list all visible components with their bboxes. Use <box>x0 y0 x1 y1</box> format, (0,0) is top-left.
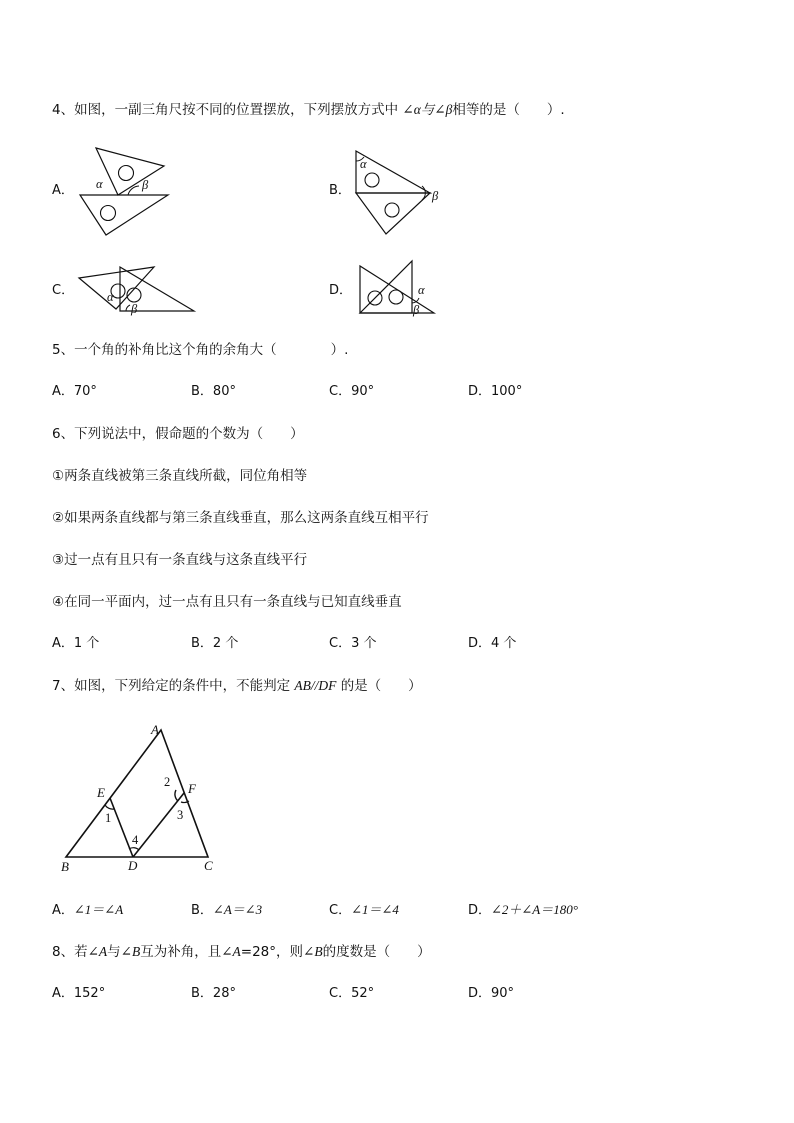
angle-1-label: 1 <box>105 811 112 825</box>
q5-option-a[interactable]: A．70° <box>52 384 97 399</box>
ruler-hole-upper <box>365 173 379 187</box>
q6-option-c[interactable]: C．3 个 <box>329 636 377 651</box>
q4-figure-c <box>76 264 201 316</box>
q8-stem: 8、若∠A与∠B互为补角，且∠A=28°，则∠B的度数是（ ） <box>52 944 431 960</box>
q4-option-a-label: A． <box>52 183 74 198</box>
q7-option-a[interactable]: A．∠1＝∠A <box>52 902 124 918</box>
beta-label: β <box>413 303 420 317</box>
q7-option-d[interactable]: D．∠2＋∠A＝180° <box>468 902 578 918</box>
q7-triangle-figure <box>58 718 223 878</box>
vertex-e-label: E <box>97 785 105 800</box>
q6-option-b[interactable]: B．2 个 <box>191 636 239 651</box>
alpha-label: α <box>360 157 367 171</box>
triangle-ruler-upper <box>96 148 164 195</box>
q6-statement-2: ②如果两条直线都与第三条直线垂直，那么这两条直线互相平行 <box>52 510 429 526</box>
vertex-a-label: A <box>151 722 159 737</box>
triangle-ruler-long <box>79 267 154 309</box>
angle-2-label: 2 <box>164 775 171 789</box>
beta-label: β <box>142 178 149 192</box>
alpha-label: α <box>107 290 114 304</box>
q6-statement-3: ③过一点有且只有一条直线与这条直线平行 <box>52 552 308 568</box>
angle-4-label: 4 <box>132 833 139 847</box>
q6-stem: 6、下列说法中，假命题的个数为（ ） <box>52 426 304 442</box>
triangle-ruler-inner <box>360 261 412 313</box>
vertex-c-label: C <box>204 858 213 873</box>
q5-stem: 5、一个角的补角比这个角的余角大（ ）. <box>52 342 349 358</box>
vertex-d-label: D <box>128 858 138 873</box>
triangle-ruler-lower <box>356 193 430 234</box>
q4-option-d-label: D． <box>329 283 353 298</box>
segment-df <box>133 793 184 857</box>
q8-option-c[interactable]: C．52° <box>329 986 375 1001</box>
q6-statement-4: ④在同一平面内，过一点有且只有一条直线与已知直线垂直 <box>52 594 402 610</box>
ruler-hole-lower <box>385 203 399 217</box>
q8-option-b[interactable]: B．28° <box>191 986 236 1001</box>
beta-label: β <box>432 189 439 203</box>
q4-option-c-label: C． <box>52 283 75 298</box>
q7-option-c[interactable]: C．∠1＝∠4 <box>329 902 399 918</box>
angle-3-label: 3 <box>177 808 184 822</box>
q8-option-d[interactable]: D．90° <box>468 986 515 1001</box>
angle-arc-beta <box>126 305 130 311</box>
q6-option-a[interactable]: A．1 个 <box>52 636 100 651</box>
q6-option-d[interactable]: D．4 个 <box>468 636 517 651</box>
q7-stem: 7、如图，下列给定的条件中，不能判定 AB//DF 的是（ ） <box>52 678 422 694</box>
q4-figure-a <box>76 145 176 240</box>
q5-option-b[interactable]: B．80° <box>191 384 236 399</box>
ruler-hole-upper <box>119 166 134 181</box>
beta-label: β <box>131 302 138 316</box>
q4-figure-b <box>350 148 450 238</box>
q4-stem: 4、如图，一副三角尺按不同的位置摆放，下列摆放方式中 ∠α与∠β相等的是（ ）. <box>52 102 565 118</box>
ruler-hole-right <box>389 290 403 304</box>
angle-mark-3 <box>181 801 189 803</box>
vertex-b-label: B <box>61 859 69 874</box>
q5-option-d[interactable]: D．100° <box>468 384 523 399</box>
q6-statement-1: ①两条直线被第三条直线所截，同位角相等 <box>52 468 308 484</box>
q8-option-a[interactable]: A．152° <box>52 986 106 1001</box>
vertex-f-label: F <box>188 781 196 796</box>
q4-figure-d <box>356 258 441 320</box>
q5-option-c[interactable]: C．90° <box>329 384 375 399</box>
alpha-label: α <box>96 177 103 191</box>
alpha-label: α <box>418 283 425 297</box>
triangle-ruler-lower <box>80 195 168 235</box>
triangle-ruler-upper <box>356 151 430 193</box>
q4-option-b-label: B． <box>329 183 351 198</box>
ruler-hole-lower <box>101 206 116 221</box>
angle-mark-2-3 <box>175 790 178 801</box>
q7-option-b[interactable]: B．∠A＝∠3 <box>191 902 263 918</box>
